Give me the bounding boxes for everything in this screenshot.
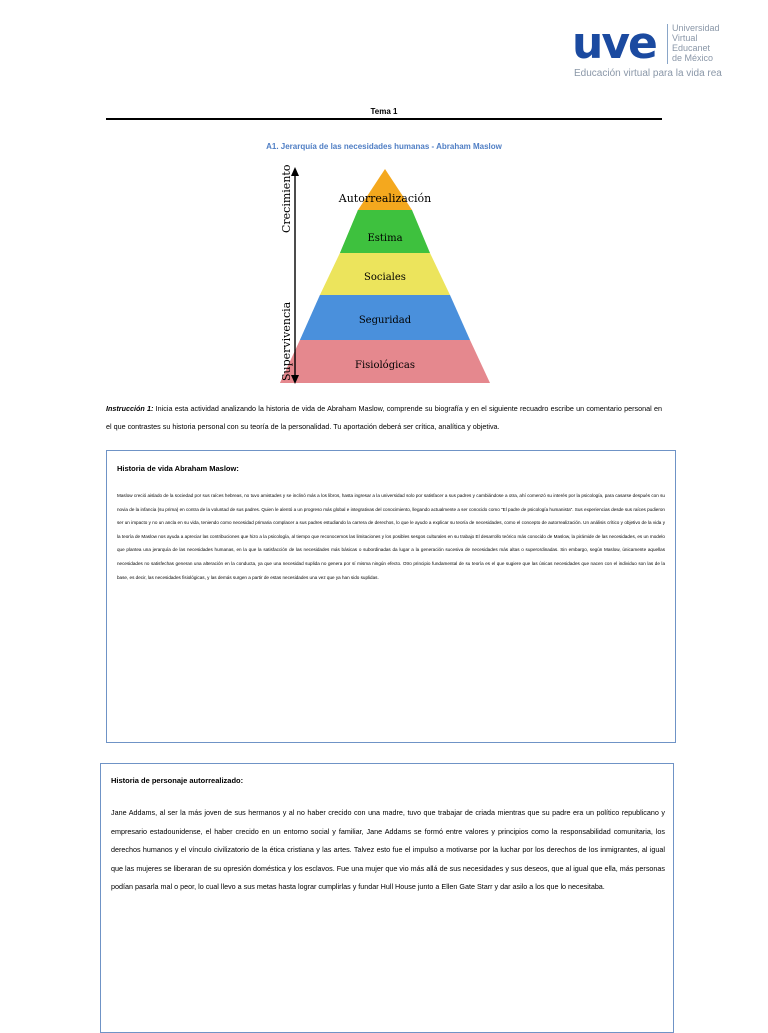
- character-text: Jane Addams, al ser la más joven de sus hermanos y al no haber crecido con una madre, tuvo que trabajar de criada mientras que su padre era un político republicano y empresario estadounidense, el haber crecido en un entorno social y familiar, Jane Addams se formó entre valores y principios como la responsabilidad comunitaria, los derechos humanos y el vínculo civilizatorio de la ética cristiana y las artes. Talvez esto fue el impulso a motivarse por la luchar por los derechos de los inmigrantes, al igual que las mujeres se liberaran de su opresión doméstica y los esclavos. Fue una mujer que vio más allá de sus necesidades y sus deseos, que al igual que ella, más personas podían pasarla mal o peor, lo cual llevo a sus metas hasta lograr cumplirlas y fundar Hull House junto a Ellen Gate Starr y dar asilo a los que lo necesitaba.: [111, 808, 665, 892]
- character-heading: Historia de personaje autorrealizado:: [111, 776, 244, 785]
- axis-label-top: Crecimiento: [280, 165, 293, 233]
- pyramid-label: Fisiológicas: [355, 360, 415, 371]
- university-logo: [572, 20, 732, 84]
- maslow-history-box: [106, 450, 676, 743]
- logo-line: Educanet: [672, 43, 711, 53]
- pyramid-label: Seguridad: [358, 315, 412, 326]
- pyramid-band-estima: [340, 210, 430, 253]
- pyramid-label: Autorrealización: [338, 192, 432, 205]
- logo-line: de México: [672, 53, 714, 63]
- header-rule: [106, 118, 662, 120]
- activity-subtitle: A1. Jerarquía de las necesidades humanas - Abraham Maslow: [266, 142, 502, 151]
- axis-label-bottom: Supervivencia: [280, 301, 293, 381]
- logo-line: Virtual: [672, 33, 698, 43]
- pyramid-label: Sociales: [364, 272, 406, 283]
- maslow-pyramid: [278, 165, 492, 385]
- maslow-history-text: Maslow creció aislado de la sociedad por sus raíces hebreas, no tuvo amistades y se inclinó más a los libros, hasta ingresar a la universidad solo por satisfacer a sus padres y cambiándose a otra, ahí comenzó su interés por la psicología, para casarse después con su novia de la infancia (su prima) en contra de la voluntad de sus padres. Quien le alentó a un progreso más global e integrativas del conocimiento, llegando actualmente a ser conocido como "El padre de psicología humanista". Sus experiencias desde sus raíces pudieron ser un impacto y no un ancla en su vida, teniendo como necesidad primaria complacer a sus padres estudiando la carrera de derechos, lo que le ayudo a explicar su teoría de necesidades, como el concepto de autorrealización. Un análisis crítico y objetivo de la vida y la teoría de Maslow nos ayuda a apreciar las contribuciones que hizo a la psicología, al tiempo que reconocemos las limitaciones y los posibles sesgos culturales en su trabajo El desarrollo teórico más conocido de Maslow, la pirámide de las necesidades, es un modelo que plantea una jerarquía de las necesidades humanas, en la que la satisfacción de las necesidades más básicas o subordinadas da lugar a la generación sucesiva de necesidades más altas o superordinadas. Sin embargo, según Maslow, únicamente aquellas necesidades no satisfechas generan una alteración en la conducta, ya que una necesidad suplida no genera por sí misma ningún efecto. Otro principio fundamental de su teoría es el que sugiere que las únicas necesidades que nacen con el individuo son las de la base, es decir, las necesidades fisiológicas, y las demás surgen a partir de estas necesidades una vez que ya han sido suplidas.: [117, 493, 665, 580]
- instruction-text: Inicia esta actividad analizando la historia de vida de Abraham Maslow, comprende su biografía y en el siguiente recuadro escribe un comentario personal en el que contrastes su historia personal con su teoría de la personalidad. Tu aportación deberá ser crítica, analítica y objetiva.: [106, 404, 662, 431]
- instruction-paragraph: [106, 400, 662, 436]
- pyramid-label: Estima: [367, 233, 403, 244]
- instruction-lead: Instrucción 1:: [106, 404, 154, 413]
- logo-name: [672, 23, 720, 63]
- topic-title: Tema 1: [370, 107, 398, 116]
- logo-tagline: Educación virtual para la vida rea: [574, 68, 722, 79]
- logo-brand: uve: [572, 18, 656, 69]
- self-actualized-character-box: [100, 763, 674, 1033]
- logo-line: Universidad: [672, 23, 720, 33]
- maslow-history-heading: Historia de vida Abraham Maslow:: [117, 464, 239, 473]
- logo-divider: [667, 24, 668, 64]
